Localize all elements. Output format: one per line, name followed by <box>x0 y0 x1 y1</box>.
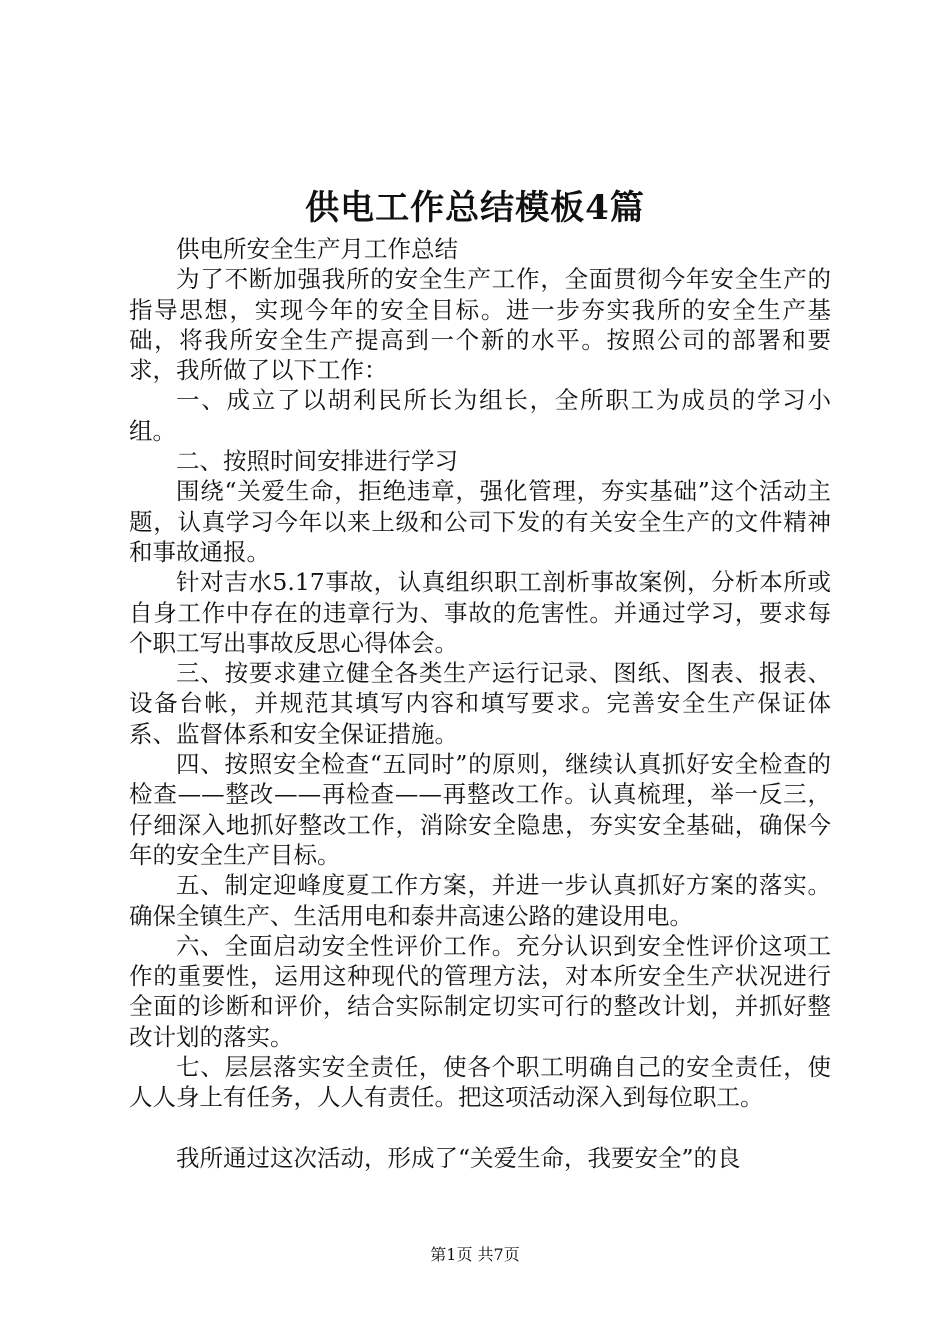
paragraph-intro: 为了不断加强我所的安全生产工作，全面贯彻今年安全生产的指导思想，实现今年的安全目标。进一步夯实我所的安全生产基础，将我所安全生产提高到一个新的水平。按照公司的部署和要求，我所做了以下工作： <box>129 265 831 385</box>
paragraph-accident-analysis: 针对吉水5.17事故，认真组织职工剖析事故案例，分析本所或自身工作中存在的违章行为、事故的危害性。并通过学习，要求每个职工写出事故反思心得体会。 <box>129 568 831 657</box>
document-title: 供电工作总结模板4篇 <box>305 188 645 228</box>
document-body <box>129 234 831 1173</box>
paragraph-item-3: 三、按要求建立健全各类生产运行记录、图纸、图表、报表、设备台帐，并规范其填写内容和填写要求。完善安全生产保证体系、监督体系和安全保证措施。 <box>129 659 831 748</box>
paragraph-item-7: 七、层层落实安全责任，使各个职工明确自己的安全责任，使人人身上有任务，人人有责任。把这项活动深入到每位职工。 <box>129 1053 831 1112</box>
paragraph-subtitle: 供电所安全生产月工作总结 <box>176 235 458 263</box>
paragraph-conclusion: 我所通过这次活动，形成了“关爱生命，我要安全”的良 <box>176 1143 741 1172</box>
paragraph-theme: 围绕“关爱生命，拒绝违章，强化管理，夯实基础”这个活动主题，认真学习今年以来上级和公司下发的有关安全生产的文件精神和事故通报。 <box>129 477 831 566</box>
page-number-footer: 第1页 共7页 <box>430 1245 520 1264</box>
paragraph-item-4: 四、按照安全检查“五同时”的原则，继续认真抓好安全检查的检查——整改——再检查——再整改工作。认真梳理，举一反三，仔细深入地抓好整改工作，消除安全隐患，夯实安全基础，确保今年的安全生产目标。 <box>129 750 831 869</box>
paragraph-item-1: 一、成立了以胡利民所长为组长，全所职工为成员的学习小组。 <box>129 386 831 445</box>
paragraph-item-5: 五、制定迎峰度夏工作方案，并进一步认真抓好方案的落实。确保全镇生产、生活用电和泰井高速公路的建设用电。 <box>129 871 831 930</box>
paragraph-item-2: 二、按照时间安排进行学习 <box>176 447 458 476</box>
paragraph-item-6: 六、全面启动安全性评价工作。充分认识到安全性评价这项工作的重要性，运用这种现代的管理方法，对本所安全生产状况进行全面的诊断和评价，结合实际制定切实可行的整改计划，并抓好整改计划的落实。 <box>129 931 831 1051</box>
